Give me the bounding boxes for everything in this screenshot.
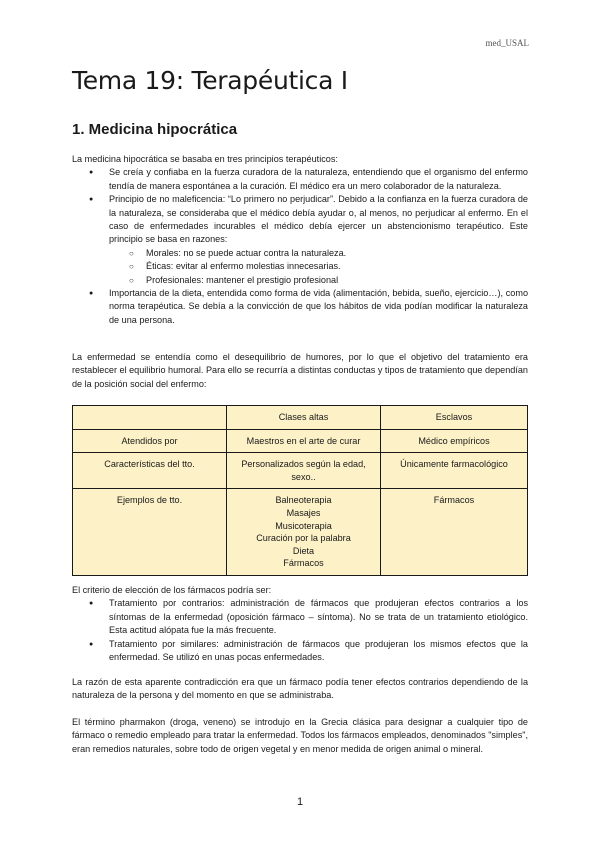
header-tag: med_USAL [485, 38, 529, 48]
pharmakon-paragraph: El término pharmakon (droga, veneno) se introdujo en la Grecia clásica para designar a cualquier tipo de fármaco o remedio empleado para tratar la enfermedad. Todos los fármacos empleados, denominados "simples", eran remedios naturales, sobre todo de origen vegetal y en menor medida de origen animal o mineral. [72, 717, 528, 754]
reason-item: ○ Éticas: evitar al enfermo molestias innecesarias. [109, 260, 528, 273]
cell-line: Fármacos [433, 495, 475, 506]
principle-item [72, 287, 528, 327]
document-title: Tema 19: Terapéutica I [72, 66, 348, 95]
section-heading: 1. Medicina hipocrática [72, 121, 238, 138]
row-label: Atendidos por [73, 429, 227, 453]
cell-esclavos [381, 429, 528, 453]
criteria-block [72, 584, 528, 664]
criteria-list [72, 597, 528, 664]
table-header-cell: Clases altas [227, 406, 381, 430]
contradiction-paragraph: La razón de esta aparente contradicción era que un fármaco podía tener efectos contrarios dependiendo de la naturaleza de la persona y del momento en que se administraba. [72, 677, 528, 701]
cell-altas [227, 489, 381, 576]
cell-line: Curación por la palabra [256, 533, 351, 544]
intro-paragraph: La medicina hipocrática se basaba en tres principios terapéuticos: [72, 154, 338, 164]
cell-line: Musicoterapia [275, 520, 332, 531]
principle-text: Importancia de la dieta, entendida como forma de vida (alimentación, bebida, sueño, ejercicio…), como norma terapéutica. Se debía a la convicción de que los hábitos de vida podían modificar la naturaleza de una persona. [109, 288, 528, 325]
cell-altas [227, 453, 381, 489]
principles-block [72, 153, 528, 327]
cell-line: Personalizados según la edad, [241, 459, 366, 470]
principle-item [72, 166, 528, 193]
cell-esclavos [381, 453, 528, 489]
table-header-row [73, 406, 528, 430]
reason-item: ○ Profesionales: mantener el prestigio profesional [109, 274, 528, 287]
criteria-intro: El criterio de elección de los fármacos podría ser: [72, 585, 272, 595]
principle-text: Se creía y confiaba en la fuerza curadora de la naturaleza, entendiendo que el organismo del enfermo tendía de manera espontánea a la curación. El médico era un mero colaborador de la naturaleza. [109, 167, 528, 191]
cell-line: Dieta [292, 545, 315, 556]
treatment-table [72, 405, 528, 576]
page-number: 1 [296, 796, 304, 808]
table-row [73, 453, 528, 489]
cell-altas [227, 429, 381, 453]
table-header-cell: Esclavos [381, 406, 528, 430]
row-label: Características del tto. [73, 453, 227, 489]
table-header-cell [73, 406, 227, 430]
cell-line: Masajes [286, 507, 321, 518]
cell-line: Médico empíricos [418, 435, 490, 446]
table-row [73, 489, 528, 576]
cell-line: Balneoterapia [275, 495, 332, 506]
principle-item [72, 193, 528, 287]
contradiction-block [72, 676, 528, 703]
cell-line: sexo.. [291, 471, 316, 482]
cell-line: Únicamente farmacológico [400, 459, 508, 470]
principles-list [72, 166, 528, 327]
principle-text: Principio de no maleficencia: “Lo primero no perjudicar”. Debido a la confianza en la fuerza curadora de la naturaleza, se consideraba que el médico debía ayudar o, al menos, no perjudicar al enfermo. En el caso de enfermedades incurables el médico debía ejercer un abstencionismo terapéutico. Este principio se basa en razones: [109, 194, 528, 245]
table-row [73, 429, 528, 453]
cell-line: Fármacos [283, 558, 324, 569]
cell-line: Maestros en el arte de curar [246, 435, 361, 446]
cell-esclavos [381, 489, 528, 576]
pharmakon-block [72, 716, 528, 756]
row-label: Ejemplos de tto. [73, 489, 227, 576]
disease-paragraph: La enfermedad se entendía como el desequilibrio de humores, por lo que el objetivo del tratamiento era restablecer el equilibrio humoral. Para ello se recurría a distintas conductas y tipos de tratamiento que dependían de la posición social del enfermo: [72, 352, 528, 389]
reasons-list [109, 247, 528, 287]
disease-block [72, 351, 528, 391]
criteria-item: ● Tratamiento por similares: administración de fármacos que produjeran los mismos efectos que la enfermedad. Se utilizó en unas pocas enfermedades. [72, 638, 528, 665]
criteria-item: ● Tratamiento por contrarios: administración de fármacos que produjeran efectos contrarios a los síntomas de la enfermedad (oposición fármaco – síntoma). No se trata de un tratamiento etiológico. Esta actitud alópata fue la más frecuente. [72, 597, 528, 637]
reason-item: ○ Morales: no se puede actuar contra la naturaleza. [109, 247, 528, 260]
